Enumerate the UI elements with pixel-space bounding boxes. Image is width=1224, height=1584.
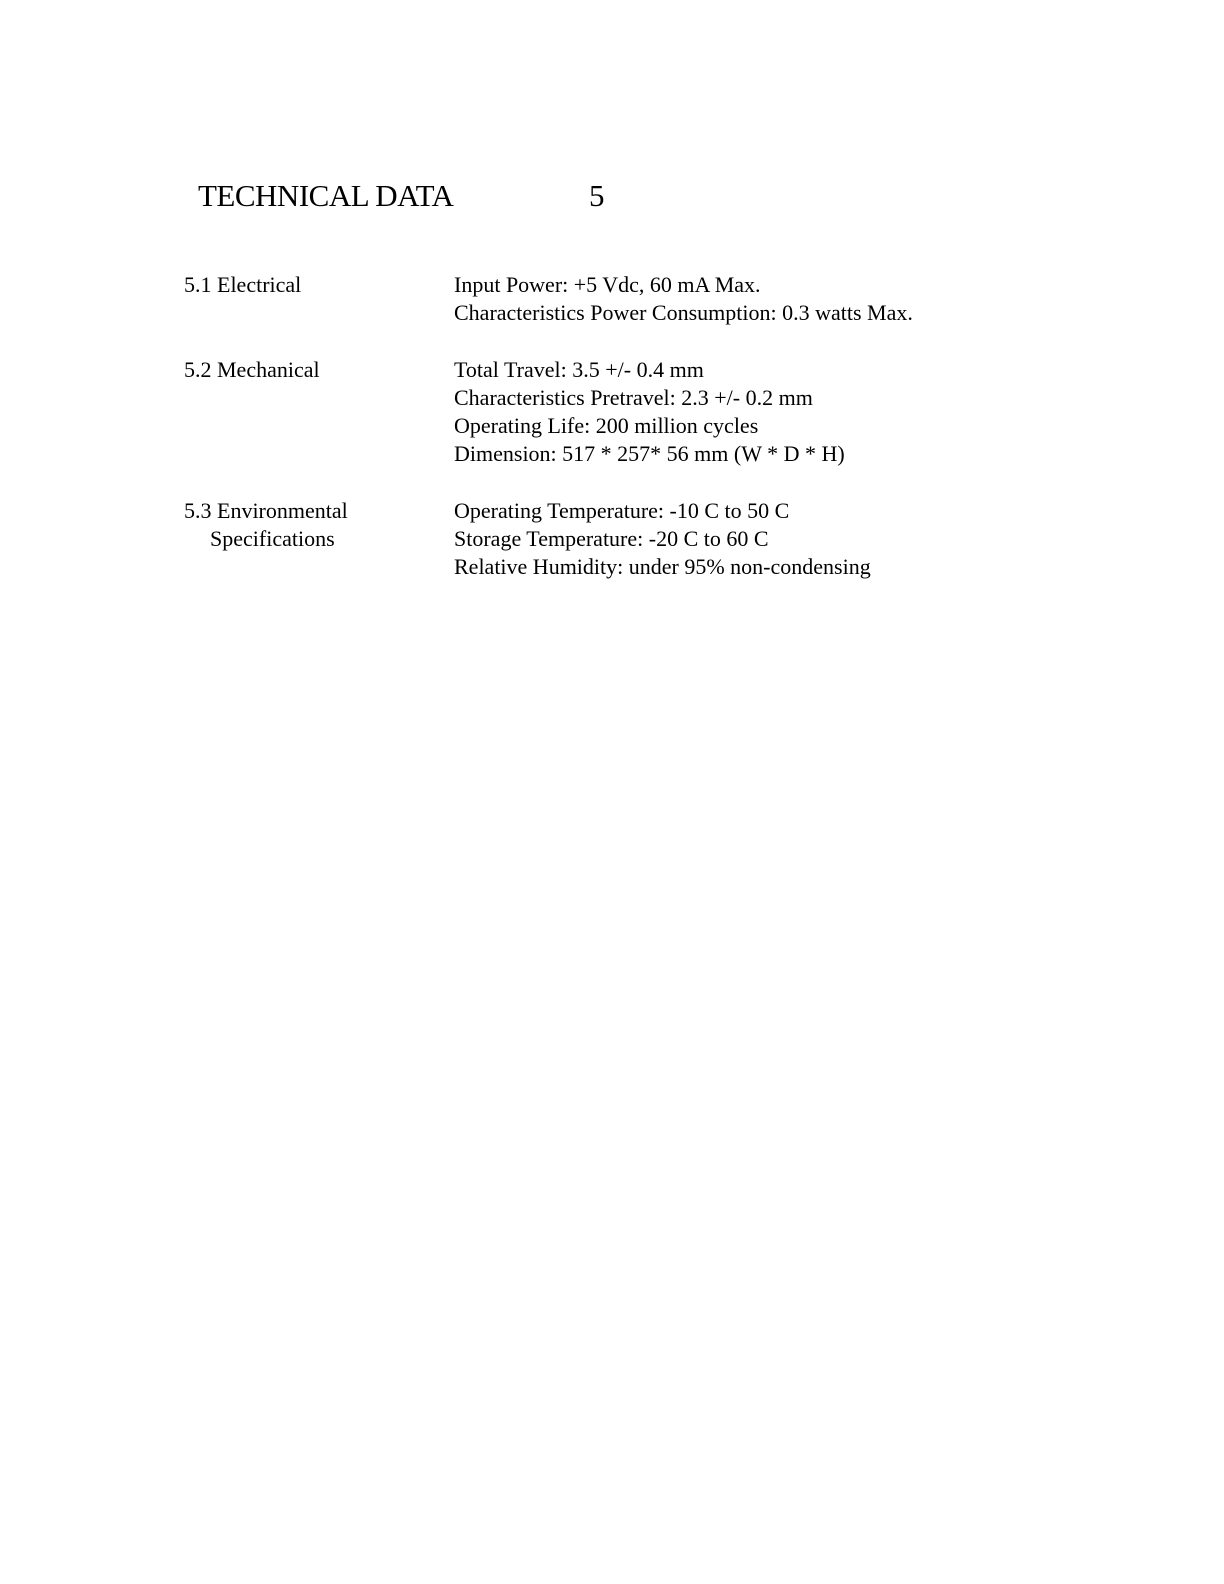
section-label-line1: 5.3 Environmental (184, 498, 348, 523)
section-environmental (184, 497, 1004, 585)
section-lines (454, 497, 1014, 581)
spec-line: Operating Life: 200 million cycles (454, 413, 759, 438)
spec-line: Operating Temperature: -10 C to 50 C (454, 498, 790, 523)
spec-line: Storage Temperature: -20 C to 60 C (454, 526, 769, 551)
section-mechanical (184, 356, 1004, 472)
spec-line: Total Travel: 3.5 +/- 0.4 mm (454, 357, 704, 382)
section-label: 5.1 Electrical (184, 272, 302, 297)
section-label-line2: Specifications (210, 526, 335, 551)
section-label (184, 497, 434, 553)
spec-line: Characteristics Pretravel: 2.3 +/- 0.2 mm (454, 385, 813, 410)
spec-line: Relative Humidity: under 95% non-condensing (454, 554, 871, 579)
section-electrical (184, 271, 1004, 331)
section-label: 5.2 Mechanical (184, 357, 320, 382)
chapter-number: 5 (589, 178, 605, 213)
section-lines (454, 356, 1014, 468)
page-title: TECHNICAL DATA (198, 178, 454, 213)
spec-line: Dimension: 517 * 257* 56 mm (W * D * H) (454, 441, 845, 466)
spec-line: Input Power: +5 Vdc, 60 mA Max. (454, 272, 761, 297)
spec-line: Characteristics Power Consumption: 0.3 watts Max. (454, 300, 913, 325)
section-lines (454, 271, 1014, 327)
